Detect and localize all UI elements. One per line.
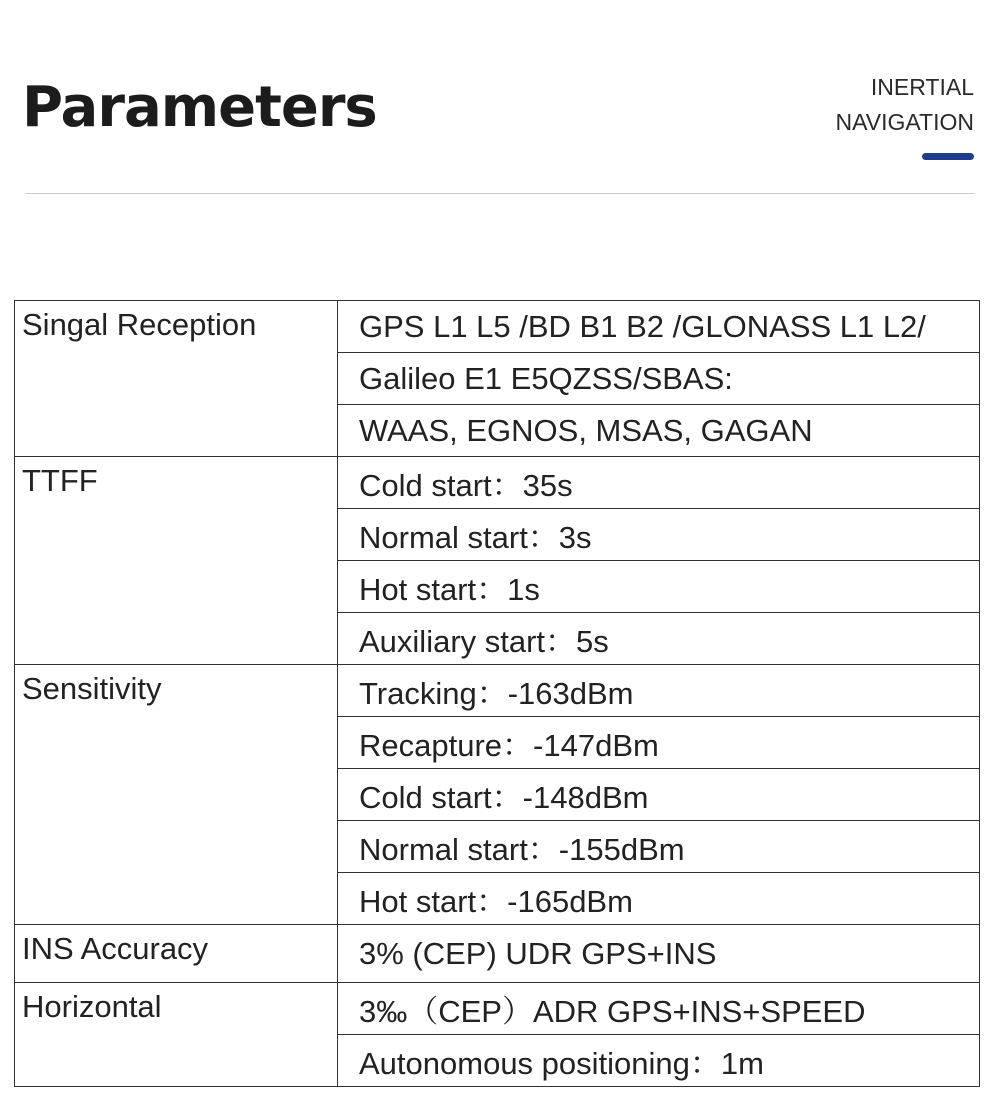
header-divider [25,193,975,194]
parameter-name-cell: Singal Reception [15,301,338,457]
parameter-name-cell: INS Accuracy [15,925,338,983]
section-tag-line-1: INERTIAL [870,74,974,100]
parameter-value-cell: Normal start：3s [338,509,980,561]
accent-bar [922,153,974,160]
parameter-value-cell: 3‰（CEP）ADR GPS+INS+SPEED [338,983,980,1035]
table-row [15,983,980,1035]
parameter-value-cell: Normal start：-155dBm [338,821,980,873]
parameters-table-body [15,301,980,1087]
parameter-name-cell: Sensitivity [15,665,338,925]
parameter-value-cell: Hot start：1s [338,561,980,613]
section-tag-line-2: NAVIGATION [835,109,974,135]
parameter-value-cell: Autonomous positioning：1m [338,1035,980,1087]
table-row [15,925,980,983]
parameter-value-cell: Recapture：-147dBm [338,717,980,769]
parameter-value-cell: Cold start：-148dBm [338,769,980,821]
parameter-value-cell: Cold start：35s [338,457,980,509]
parameter-value-cell: Auxiliary start：5s [338,613,980,665]
parameter-value-cell: Tracking：-163dBm [338,665,980,717]
table-row [15,665,980,717]
parameter-value-cell: Hot start：-165dBm [338,873,980,925]
parameter-value-cell: Galileo E1 E5QZSS/SBAS: [338,353,980,405]
parameter-value-cell: GPS L1 L5 /BD B1 B2 /GLONASS L1 L2/ [338,301,980,353]
parameter-value-cell: WAAS, EGNOS, MSAS, GAGAN [338,405,980,457]
parameter-name-cell: Horizontal [15,983,338,1087]
section-tag [836,70,974,140]
parameters-table [14,300,980,1087]
table-row [15,301,980,353]
page-title: Parameters [22,75,377,140]
parameter-name-cell: TTFF [15,457,338,665]
table-row [15,457,980,509]
parameter-value-cell: 3% (CEP) UDR GPS+INS [338,925,980,983]
